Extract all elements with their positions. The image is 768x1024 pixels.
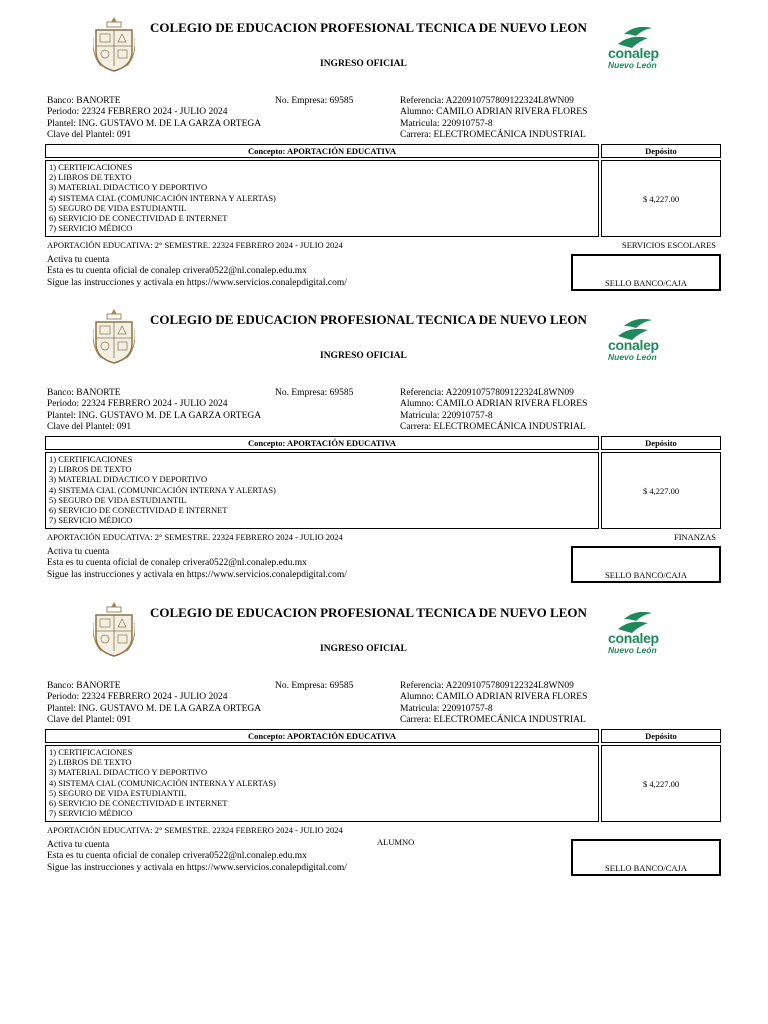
campus-code: Clave del Plantel: 091 (47, 421, 132, 432)
career: Carrera: ELECTROMECÁNICA INDUSTRIAL (400, 714, 586, 725)
document-subtitle: INGRESO OFICIAL (320, 59, 407, 69)
info-column-3 (400, 388, 587, 433)
deposit-header: Depósito (601, 144, 721, 158)
info-column-1 (47, 681, 261, 726)
list-item: 6) SERVICIO DE CONECTIVIDAD E INTERNET (49, 505, 228, 516)
list-item: 5) SEGURO DE VIDA ESTUDIANTIL (49, 494, 187, 505)
concept-items-list (45, 160, 599, 237)
enrollment-number: Matricula: 220910757-8 (400, 410, 493, 421)
activation-title: Activa tu cuenta (47, 255, 110, 265)
deposit-amount: $ 4,227.00 (601, 745, 721, 822)
info-column-3 (400, 681, 587, 726)
deposit-header: Depósito (601, 729, 721, 743)
activation-url-text: Sigue las instrucciones y activala en https://www.servicios.conalepdigital.com/ (47, 277, 347, 288)
list-item: 4) SISTEMA CIAL (COMUNICACIÓN INTERNA Y ALERTAS) (49, 777, 276, 788)
list-item: 1) CERTIFICACIONES (49, 162, 133, 172)
list-item: 4) SISTEMA CIAL (COMUNICACIÓN INTERNA Y ALERTAS) (49, 192, 276, 203)
list-item: 1) CERTIFICACIONES (49, 747, 133, 757)
deposit-amount: $ 4,227.00 (601, 160, 721, 237)
account-activation-info (47, 840, 347, 874)
period: Periodo: 22324 FEBRERO 2024 - JULIO 2024 (47, 399, 228, 410)
conalep-logo-subtext: Nuevo León (608, 645, 657, 655)
reference: Referencia: A220910757809122324L8WN09 (400, 681, 574, 691)
activation-email-text: Esta es tu cuenta oficial de conalep crivera0522@nl.conalep.edu.mx (47, 851, 307, 862)
deposit-amount: $ 4,227.00 (601, 452, 721, 529)
list-item: 1) CERTIFICACIONES (49, 454, 133, 464)
account-activation-info (47, 547, 347, 581)
list-item: 3) MATERIAL DIDACTICO Y DEPORTIVO (49, 474, 208, 485)
state-crest-icon (93, 308, 135, 364)
period: Periodo: 22324 FEBRERO 2024 - JULIO 2024 (47, 692, 228, 703)
bank-name: Banco: BANORTE (47, 388, 121, 398)
list-item: 3) MATERIAL DIDACTICO Y DEPORTIVO (49, 767, 208, 778)
career: Carrera: ELECTROMECÁNICA INDUSTRIAL (400, 421, 586, 432)
info-column-3 (400, 96, 587, 141)
info-column-2 (275, 681, 353, 692)
document-subtitle: INGRESO OFICIAL (320, 644, 407, 654)
activation-url-text: Sigue las instrucciones y activala en https://www.servicios.conalepdigital.com/ (47, 862, 347, 873)
institution-title: COLEGIO DE EDUCACION PROFESIONAL TECNICA DE NUEVO LEON (150, 312, 587, 327)
conalep-logo-text: conalep (608, 630, 659, 646)
copy-department: SERVICIOS ESCOLARES (621, 240, 716, 250)
campus: Plantel: ING. GUSTAVO M. DE LA GARZA ORTEGA (47, 410, 262, 421)
institution-title: COLEGIO DE EDUCACION PROFESIONAL TECNICA DE NUEVO LEON (150, 20, 587, 35)
list-item: 5) SEGURO DE VIDA ESTUDIANTIL (49, 787, 187, 798)
activation-title: Activa tu cuenta (47, 547, 110, 557)
payment-slip (0, 585, 768, 877)
bank-stamp-label: SELLO BANCO/CAJA (605, 863, 687, 873)
conalep-logo-subtext: Nuevo León (608, 352, 657, 362)
conalep-logo-text: conalep (608, 45, 659, 61)
enrollment-number: Matricula: 220910757-8 (400, 703, 493, 714)
info-column-2 (275, 96, 353, 107)
enrollment-number: Matricula: 220910757-8 (400, 118, 493, 129)
list-item: 2) LIBROS DE TEXTO (49, 464, 132, 475)
student-name: Alumno: CAMILO ADRIAN RIVERA FLORES (400, 107, 588, 118)
list-item: 6) SERVICIO DE CONECTIVIDAD E INTERNET (49, 213, 228, 224)
list-item: 7) SERVICIO MÉDICO (49, 223, 133, 234)
list-item: 5) SEGURO DE VIDA ESTUDIANTIL (49, 202, 187, 213)
student-name: Alumno: CAMILO ADRIAN RIVERA FLORES (400, 692, 588, 703)
concept-items-list (45, 452, 599, 529)
copy-department: FINANZAS (673, 532, 716, 542)
institution-title: COLEGIO DE EDUCACION PROFESIONAL TECNICA DE NUEVO LEON (150, 605, 587, 620)
bank-stamp-label: SELLO BANCO/CAJA (605, 278, 687, 288)
list-item: 2) LIBROS DE TEXTO (49, 757, 132, 768)
concept-header: Concepto: APORTACIÓN EDUCATIVA (45, 729, 599, 743)
document-subtitle: INGRESO OFICIAL (320, 351, 407, 361)
list-item: 3) MATERIAL DIDACTICO Y DEPORTIVO (49, 182, 208, 193)
concept-header: Concepto: APORTACIÓN EDUCATIVA (45, 436, 599, 450)
list-item: 7) SERVICIO MÉDICO (49, 808, 133, 819)
payment-slip (0, 292, 768, 584)
list-item: 7) SERVICIO MÉDICO (49, 515, 133, 526)
info-column-2 (275, 388, 353, 399)
activation-title: Activa tu cuenta (47, 840, 110, 850)
state-crest-icon (93, 16, 135, 72)
company-number: No. Empresa: 69585 (275, 388, 354, 398)
activation-email-text: Esta es tu cuenta oficial de conalep crivera0522@nl.conalep.edu.mx (47, 266, 307, 277)
reference: Referencia: A220910757809122324L8WN09 (400, 388, 574, 398)
bank-name: Banco: BANORTE (47, 96, 121, 106)
period: Periodo: 22324 FEBRERO 2024 - JULIO 2024 (47, 107, 228, 118)
conalep-logo-text: conalep (608, 337, 659, 353)
campus: Plantel: ING. GUSTAVO M. DE LA GARZA ORTEGA (47, 118, 262, 129)
bank-stamp-label: SELLO BANCO/CAJA (605, 570, 687, 580)
concept-items-list (45, 745, 599, 822)
list-item: 2) LIBROS DE TEXTO (49, 172, 132, 183)
aportacion-description: APORTACIÓN EDUCATIVA: 2° SEMESTRE. 22324 FEBRERO 2024 - JULIO 2024 (47, 825, 343, 835)
deposit-header: Depósito (601, 436, 721, 450)
student-name: Alumno: CAMILO ADRIAN RIVERA FLORES (400, 399, 588, 410)
company-number: No. Empresa: 69585 (275, 96, 354, 106)
account-activation-info (47, 255, 347, 289)
career: Carrera: ELECTROMECÁNICA INDUSTRIAL (400, 129, 586, 140)
activation-email-text: Esta es tu cuenta oficial de conalep crivera0522@nl.conalep.edu.mx (47, 558, 307, 569)
company-number: No. Empresa: 69585 (275, 681, 354, 691)
payment-slip (0, 0, 768, 292)
info-column-1 (47, 388, 261, 433)
bank-name: Banco: BANORTE (47, 681, 121, 691)
copy-department: ALUMNO (377, 837, 415, 847)
list-item: 6) SERVICIO DE CONECTIVIDAD E INTERNET (49, 798, 228, 809)
state-crest-icon (93, 601, 135, 657)
campus-code: Clave del Plantel: 091 (47, 714, 132, 725)
list-item: 4) SISTEMA CIAL (COMUNICACIÓN INTERNA Y ALERTAS) (49, 484, 276, 495)
activation-url-text: Sigue las instrucciones y activala en https://www.servicios.conalepdigital.com/ (47, 569, 347, 580)
reference: Referencia: A220910757809122324L8WN09 (400, 96, 574, 106)
concept-header: Concepto: APORTACIÓN EDUCATIVA (45, 144, 599, 158)
conalep-logo-subtext: Nuevo León (608, 60, 657, 70)
campus: Plantel: ING. GUSTAVO M. DE LA GARZA ORTEGA (47, 703, 262, 714)
aportacion-description: APORTACIÓN EDUCATIVA: 2° SEMESTRE. 22324 FEBRERO 2024 - JULIO 2024 (47, 532, 343, 542)
info-column-1 (47, 96, 261, 141)
aportacion-description: APORTACIÓN EDUCATIVA: 2° SEMESTRE. 22324 FEBRERO 2024 - JULIO 2024 (47, 240, 343, 250)
campus-code: Clave del Plantel: 091 (47, 129, 132, 140)
